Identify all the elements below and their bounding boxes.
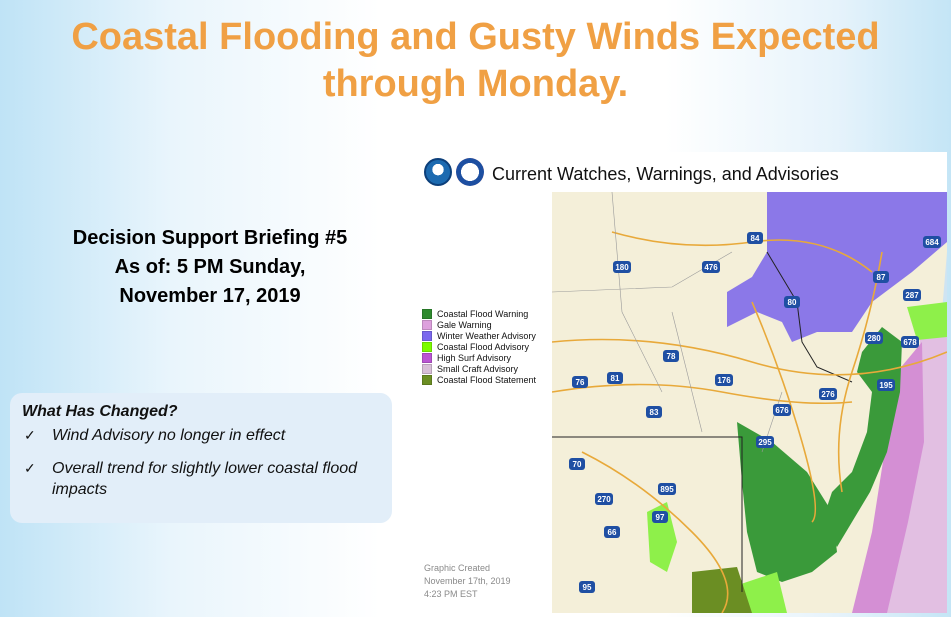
interstate-shield xyxy=(579,581,595,593)
briefing-info xyxy=(20,224,400,311)
what-has-changed-box xyxy=(10,393,392,523)
county-line xyxy=(552,192,782,452)
interstate-shield xyxy=(747,232,763,244)
map-svg xyxy=(552,192,947,613)
list-item xyxy=(22,458,380,500)
headline-line-1: Coastal Flooding and Gusty Winds Expected xyxy=(71,16,880,58)
interstate-shield xyxy=(773,404,791,416)
headline xyxy=(0,14,951,108)
svg-text:684: 684 xyxy=(925,238,939,247)
interstate-shield xyxy=(607,372,623,384)
legend-label: Coastal Flood Advisory xyxy=(437,341,530,352)
svg-text:78: 78 xyxy=(666,352,676,361)
svg-text:87: 87 xyxy=(876,273,886,282)
svg-text:70: 70 xyxy=(572,460,582,469)
legend-item xyxy=(422,319,536,330)
interstate-shield xyxy=(604,526,620,538)
legend-label: Coastal Flood Warning xyxy=(437,308,529,319)
coastal-flood-advisory-ne xyxy=(907,302,947,340)
map-legend xyxy=(422,308,536,385)
legend-swatch xyxy=(422,375,432,385)
checkmark-icon: ✓ xyxy=(24,427,36,443)
map-header xyxy=(416,152,947,192)
svg-text:76: 76 xyxy=(575,378,585,387)
list-item-text: Wind Advisory no longer in effect xyxy=(52,427,286,444)
legend-item xyxy=(422,308,536,319)
svg-text:176: 176 xyxy=(717,376,731,385)
interstate-shield xyxy=(663,350,679,362)
svg-text:80: 80 xyxy=(787,298,797,307)
changes-list xyxy=(22,425,380,500)
interstate-shield xyxy=(784,296,800,308)
nws-logo-icon xyxy=(456,158,484,186)
interstate-shield xyxy=(923,236,941,248)
legend-swatch xyxy=(422,364,432,374)
graphic-credits xyxy=(424,562,511,601)
interstate-shield xyxy=(903,289,921,301)
svg-text:97: 97 xyxy=(655,513,665,522)
credits-line: Graphic Created xyxy=(424,563,491,573)
interstate-shield xyxy=(572,376,588,388)
briefing-as-of: As of: 5 PM Sunday, xyxy=(114,256,306,278)
interstate-shield xyxy=(819,388,837,400)
svg-text:81: 81 xyxy=(610,374,620,383)
svg-text:476: 476 xyxy=(704,263,718,272)
map-title: Current Watches, Warnings, and Advisories xyxy=(492,164,839,184)
map-panel xyxy=(416,152,947,613)
list-item-text: Overall trend for slightly lower coastal flood impacts xyxy=(52,460,358,498)
legend-swatch xyxy=(422,331,432,341)
svg-text:280: 280 xyxy=(867,334,881,343)
legend-item xyxy=(422,363,536,374)
interstate-shield xyxy=(702,261,720,273)
interstate-shield xyxy=(756,436,774,448)
interstate-shield xyxy=(901,336,919,348)
coastal-flood-statement-area xyxy=(692,567,752,613)
headline-line-2: through Monday. xyxy=(322,63,629,105)
svg-text:195: 195 xyxy=(879,381,893,390)
interstate-shield xyxy=(569,458,585,470)
interstate-shield xyxy=(652,511,668,523)
credits-time: 4:23 PM EST xyxy=(424,589,478,599)
svg-text:66: 66 xyxy=(607,528,617,537)
svg-text:895: 895 xyxy=(660,485,674,494)
list-item xyxy=(22,425,380,446)
legend-label: High Surf Advisory xyxy=(437,352,512,363)
legend-label: Gale Warning xyxy=(437,319,492,330)
legend-label: Small Craft Advisory xyxy=(437,363,519,374)
legend-swatch xyxy=(422,342,432,352)
svg-text:83: 83 xyxy=(649,408,659,417)
noaa-logo-icon xyxy=(424,158,452,186)
svg-text:84: 84 xyxy=(750,234,760,243)
briefing-number: Decision Support Briefing #5 xyxy=(72,227,348,249)
svg-text:287: 287 xyxy=(905,291,919,300)
legend-item xyxy=(422,341,536,352)
coastal-flood-warning-de xyxy=(737,422,837,582)
svg-text:678: 678 xyxy=(903,338,917,347)
legend-swatch xyxy=(422,320,432,330)
interstate-shield xyxy=(715,374,733,386)
interstate-shield xyxy=(595,493,613,505)
legend-item xyxy=(422,330,536,341)
legend-label: Winter Weather Advisory xyxy=(437,330,536,341)
svg-text:270: 270 xyxy=(597,495,611,504)
checkmark-icon: ✓ xyxy=(24,460,36,476)
changes-heading: What Has Changed? xyxy=(22,403,178,420)
svg-text:676: 676 xyxy=(775,406,789,415)
interstate-shield xyxy=(865,332,883,344)
briefing-date: November 17, 2019 xyxy=(119,285,301,307)
interstate-shield xyxy=(646,406,662,418)
legend-swatch xyxy=(422,309,432,319)
svg-text:295: 295 xyxy=(758,438,772,447)
highway xyxy=(552,385,852,404)
interstate-shield xyxy=(877,379,895,391)
legend-item xyxy=(422,352,536,363)
legend-item xyxy=(422,374,536,385)
interstate-shield xyxy=(873,271,889,283)
legend-swatch xyxy=(422,353,432,363)
credits-date: November 17th, 2019 xyxy=(424,576,511,586)
svg-text:180: 180 xyxy=(615,263,629,272)
interstate-shield xyxy=(613,261,631,273)
legend-label: Coastal Flood Statement xyxy=(437,374,537,385)
interstate-shield xyxy=(658,483,676,495)
warnings-map xyxy=(552,192,947,613)
svg-text:276: 276 xyxy=(821,390,835,399)
svg-text:95: 95 xyxy=(582,583,592,592)
